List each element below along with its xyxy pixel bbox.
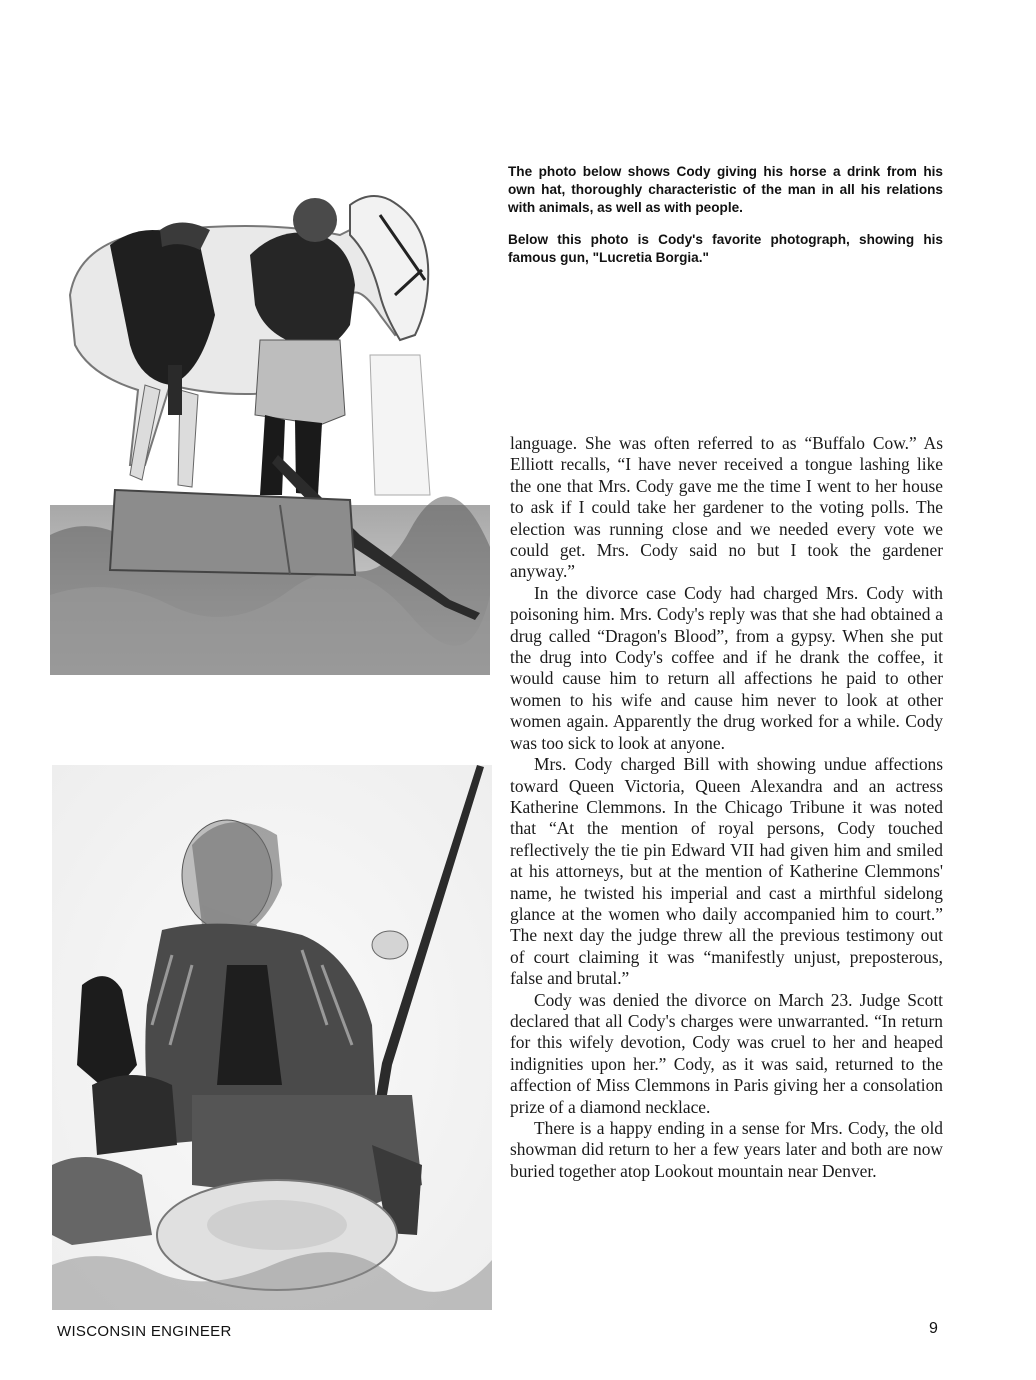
article-paragraph: There is a happy ending in a sense for Mrs. Cody, the old showman did return to her a few years later and both are now buried together atop Lookout mountain near Denver. bbox=[510, 1118, 943, 1181]
publication-name: WISCONSIN ENGINEER bbox=[57, 1323, 232, 1340]
article-paragraph: language. She was often referred to as “Buffalo Cow.” As Elliott recalls, “I have never received a tongue lashing like the one that Mrs. Cody gave me the time I went to her house to ask if I could take her gardener to the voting polls. The election was running close and we needed every vote we could get. Mrs. Cody said no but I took the gardener anyway.” bbox=[510, 433, 943, 582]
page-number: 9 bbox=[929, 1320, 938, 1337]
article-body bbox=[510, 433, 943, 1182]
article-paragraph: In the divorce case Cody had charged Mrs. Cody with poisoning him. Mrs. Cody's reply was that she had obtained a drug called “Dragon's Blood”, from a gypsy. When she put the drug into Cody's coffee and if he drank the coffee, it would cause him to return all affections he paid to other women to his wife and cause him never to look at other women again. Apparently the drug worked for a while. Cody was too sick to look at anyone. bbox=[510, 582, 943, 753]
caption-gun: Below this photo is Cody's favorite photograph, showing his famous gun, "Lucretia Borgia." bbox=[508, 232, 943, 265]
photo-cody-watering-horse bbox=[50, 175, 490, 675]
article-paragraph: Cody was denied the divorce on March 23. Judge Scott declared that all Cody's charges were unwarranted. “In return for this wifely devotion, Cody was cruel to her and heaped indignities upon her.” Cody, as it was said, returned to the affection of Miss Clemmons in Paris giving her a consolation prize of a diamond necklace. bbox=[510, 989, 943, 1117]
photo-cody-with-lucretia-borgia bbox=[52, 765, 492, 1310]
caption-horse: The photo below shows Cody giving his horse a drink from his own hat, thoroughly characteristic of the man in all his relations with animals, as well as with people. bbox=[508, 164, 943, 215]
photo-caption bbox=[508, 163, 943, 281]
article-paragraph: Mrs. Cody charged Bill with showing undue affections toward Queen Victoria, Queen Alexandra and an actress Katherine Clemmons. In the Chicago Tribune it was noted that “At the mention of royal persons, Cody touched reflectively the tie pin Edward VII had given him and smiled at his attorneys, but at the mention of Katherine Clemmons' name, he twisted his imperial and cast a mirthful sidelong glance at the women who daily accompanied him to court.” The next day the judge threw all the previous testimony out of court claiming it was “manifestly unjust, preposterous, false and brutal.” bbox=[510, 754, 943, 989]
